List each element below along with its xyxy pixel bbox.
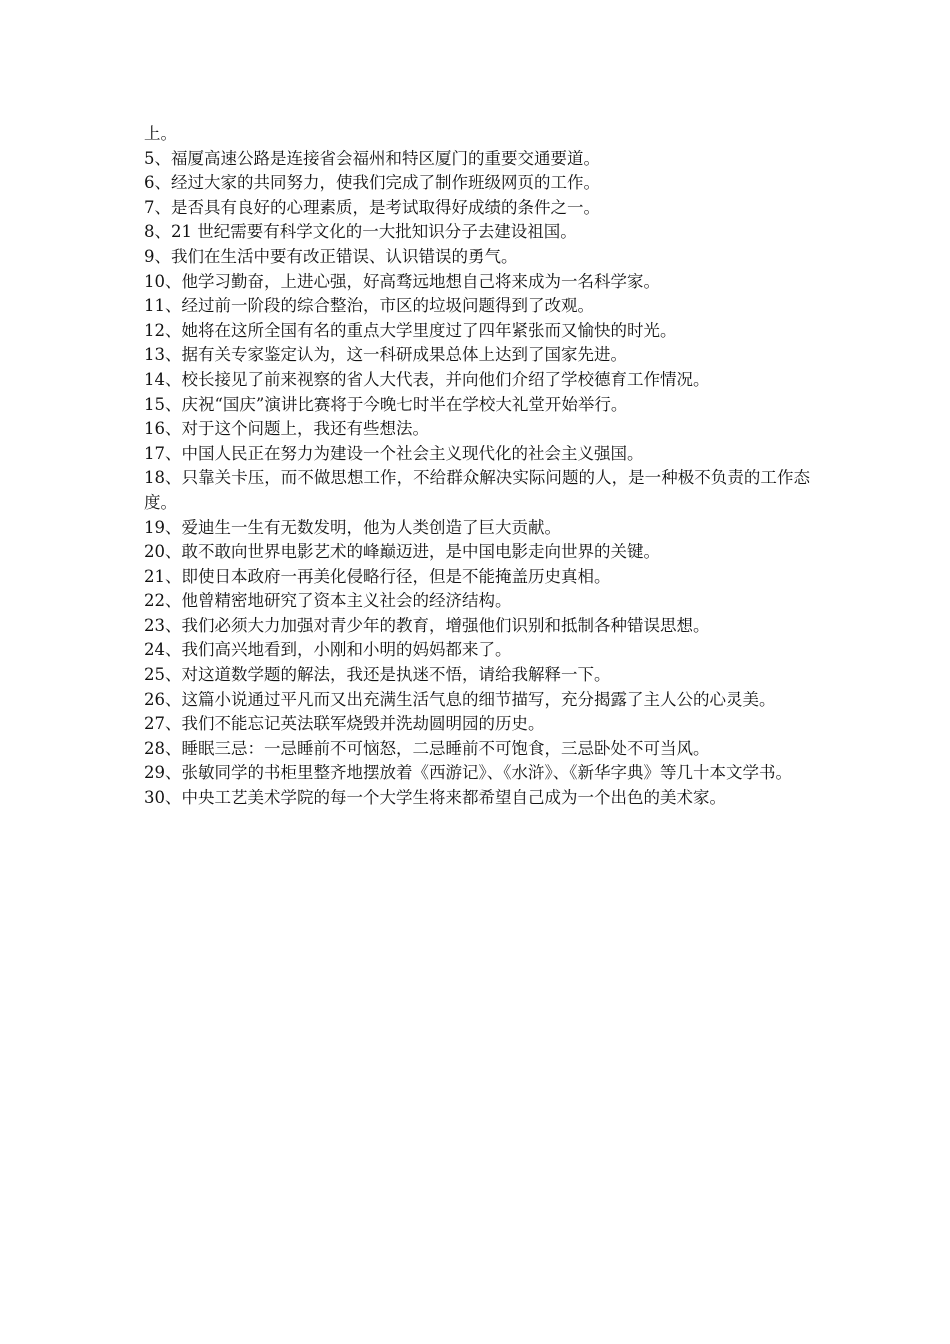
list-item: 15、庆祝“国庆”演讲比赛将于今晚七时半在学校大礼堂开始举行。 [144, 394, 628, 414]
list-item: 22、他曾精密地研究了资本主义社会的经济结构。 [144, 591, 512, 611]
sentence-list [144, 122, 810, 811]
list-item: 20、敢不敢向世界电影艺术的峰巅迈进，是中国电影走向世界的关键。 [144, 542, 660, 562]
list-item: 29、张敏同学的书柜里整齐地摆放着《西游记》、《水浒》、《新华字典》等几十本文学书。 [144, 763, 792, 783]
list-item: 23、我们必须大力加强对青少年的教育，增强他们识别和抵制各种错误思想。 [144, 615, 710, 635]
list-item: 28、睡眠三忌：一忌睡前不可恼怒，二忌睡前不可饱食，三忌卧处不可当风。 [144, 738, 710, 758]
list-item: 21、即使日本政府一再美化侵略行径，但是不能掩盖历史真相。 [144, 566, 611, 586]
list-item: 6、经过大家的共同努力，使我们完成了制作班级网页的工作。 [144, 173, 600, 193]
list-item: 30、中央工艺美术学院的每一个大学生将来都希望自己成为一个出色的美术家。 [144, 788, 726, 808]
list-item: 13、据有关专家鉴定认为，这一科研成果总体上达到了国家先进。 [144, 345, 627, 365]
list-item: 26、这篇小说通过平凡而又出充满生活气息的细节描写，充分揭露了主人公的心灵美。 [144, 689, 776, 709]
list-item: 18、只靠关卡压，而不做思想工作，不给群众解决实际问题的人，是一种极不负责的工作态度。 [144, 468, 810, 512]
list-item: 11、经过前一阶段的综合整治，市区的垃圾问题得到了改观。 [144, 296, 594, 316]
list-item: 14、校长接见了前来视察的省人大代表，并向他们介绍了学校德育工作情况。 [144, 369, 710, 389]
list-item: 7、是否具有良好的心理素质，是考试取得好成绩的条件之一。 [144, 197, 600, 217]
list-item: 12、她将在这所全国有名的重点大学里度过了四年紧张而又愉快的时光。 [144, 320, 677, 340]
list-item: 25、对这道数学题的解法，我还是执迷不悟，请给我解释一下。 [144, 665, 611, 685]
list-item: 5、福厦高速公路是连接省会福州和特区厦门的重要交通要道。 [144, 148, 600, 168]
list-item: 9、我们在生活中要有改正错误、认识错误的勇气。 [144, 246, 518, 266]
list-item: 24、我们高兴地看到，小刚和小明的妈妈都来了。 [144, 640, 512, 660]
list-item: 17、中国人民正在努力为建设一个社会主义现代化的社会主义强国。 [144, 443, 644, 463]
list-item: 10、他学习勤奋，上进心强，好高骛远地想自己将来成为一名科学家。 [144, 271, 660, 291]
continuation-text: 上。 [144, 124, 177, 143]
list-item: 19、爱迪生一生有无数发明，他为人类创造了巨大贡献。 [144, 517, 561, 537]
list-item: 16、对于这个问题上，我还有些想法。 [144, 419, 429, 439]
list-item: 27、我们不能忘记英法联军烧毁并洗劫圆明园的历史。 [144, 714, 545, 734]
list-item: 8、21 世纪需要有科学文化的一大批知识分子去建设祖国。 [144, 222, 577, 242]
